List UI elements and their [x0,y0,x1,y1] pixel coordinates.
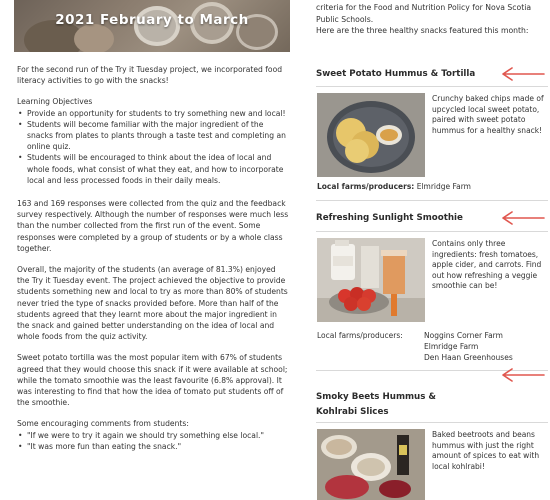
left-arrow-icon [500,210,546,226]
left-column [17,64,290,464]
list-item: • "If we were to try it again we should try something else local." [17,430,290,441]
snack-title: Sweet Potato Hummus & Tortilla [316,69,476,79]
list-item: • Provide an opportunity for students to try something new and local! [17,108,290,119]
producers-label: Local farms/producers: [317,182,415,191]
list-item: • "It was more fun than eating the snack." [17,441,290,452]
divider [316,200,548,201]
snack-description: Crunchy baked chips made of upcycled local sweet potato, paired with sweet potato hummus for a healthy snack! [432,94,544,135]
snack-description: Baked beetroots and beans hummus with just the right amount of spices to eat with local kohlrabi! [432,430,540,471]
snack-photo [317,93,425,177]
list-item: • Students will be encouraged to think about the idea of local and whole foods, what consist of what they eat, and how to incorporate local and less processed foods in their daily meals. [17,152,290,186]
popular-paragraph: Sweet potato tortilla was the most popular item with 67% of students agreed that they would choose this snack if it were available at school; while the tomato smoothie was the least favourite (6.8% approval). It was interesting to find that how the idea of tomato put students off of the smoothie. [17,353,288,408]
producers [317,182,471,193]
overall-paragraph: Overall, the majority of the students (an average of 81.3%) enjoyed the Try it Tuesday event. The project achieved the objective to provide students something new and local to try as more than 80% of students never tried the type of snacks provided before. More than half of the students agreed that they learnt more about the major ingredient in the snack and gained better understanding on the idea of local and whole foods from the quiz activity. [17,265,288,342]
banner-photo [14,0,290,52]
comments-heading: Some encouraging comments from students: [17,419,189,429]
snack-photo [317,429,425,500]
responses-paragraph: 163 and 169 responses were collected from the quiz and the feedback survey respectively. Although the number of responses were much less than the number collected from the first run of the event. Some responses were completed by a group of students or by a whole class together. [17,199,289,253]
producers-label: Local farms/producers: [317,331,403,340]
snacks-intro: criteria for the Food and Nutrition Policy for Nova Scotia Public Schools. Here are the three healthy snacks featured this month: [316,3,532,36]
left-arrow-icon [500,367,546,383]
snack-description: Contains only three ingredients: fresh tomatoes, apple cider, and carrots. Find out how refreshing a veggie smoothie can be! [432,239,542,291]
producer-name: Elmridge Farm [416,182,471,191]
intro-paragraph: For the second run of the Try it Tuesday project, we incorporated food literacy activities to go with the snacks! [17,65,283,86]
comments-list [17,430,290,452]
divider [316,231,548,232]
left-arrow-icon [500,66,546,82]
snack-title-line: Kohlrabi Slices [316,407,389,417]
banner-title: 2021 February to March [55,12,249,28]
producer-name: Elmridge Farm [424,342,479,351]
snack-title-line: Smoky Beets Hummus & [316,392,437,402]
divider [316,86,548,87]
snack-title: Refreshing Sunlight Smoothie [316,213,463,223]
objectives-list [17,108,290,186]
snack-photo [317,238,425,322]
divider [316,422,548,423]
list-item: • Students will become familiar with the major ingredient of the snacks from plates to plants through a taste test and completing an online quiz. [17,119,290,153]
objectives-heading: Learning Objectives [17,97,93,107]
producer-name: Noggins Corner Farm [424,331,503,340]
producer-name: Den Haan Greenhouses [424,353,513,362]
